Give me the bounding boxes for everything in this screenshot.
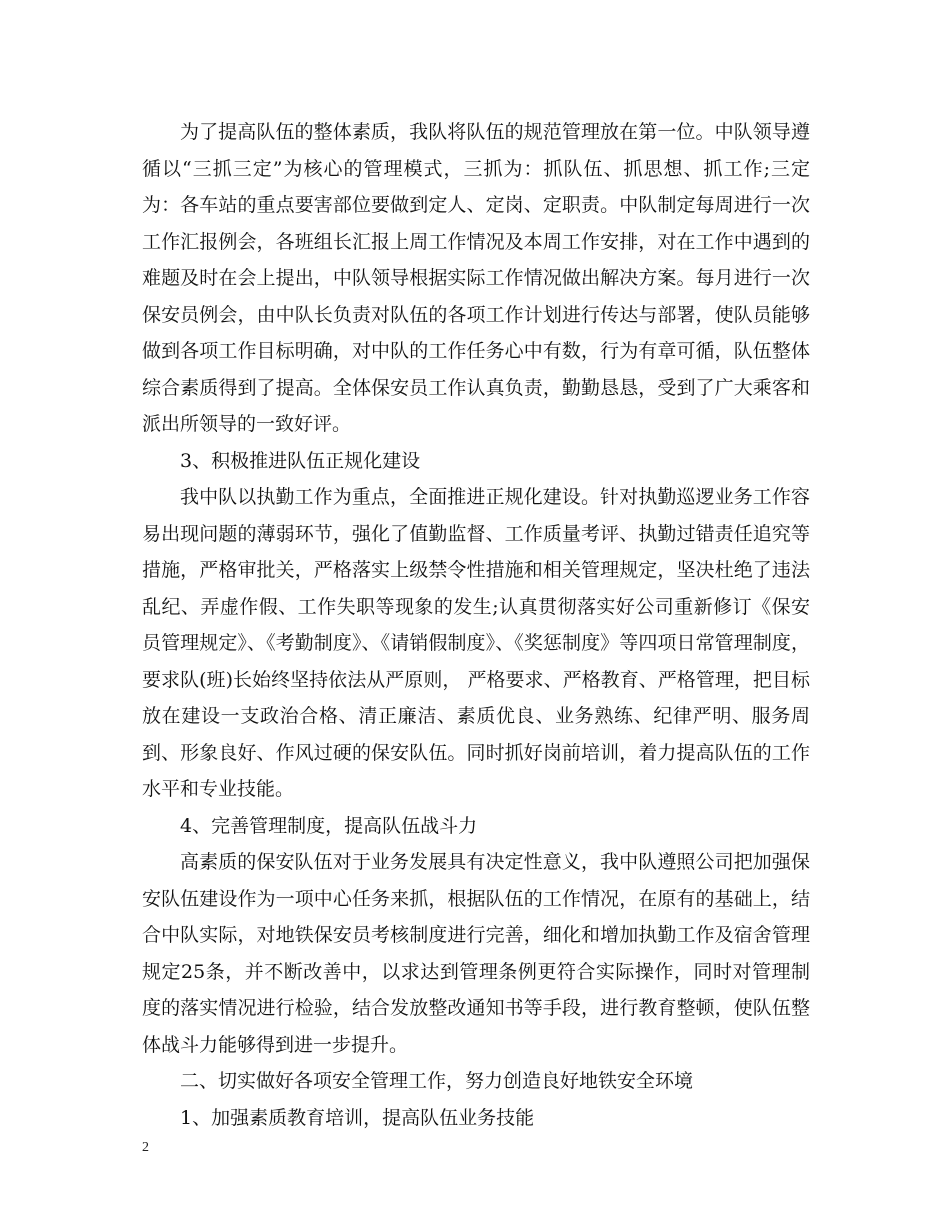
heading-safety-management: 二、切实做好各项安全管理工作，努力创造良好地铁安全环境	[180, 1070, 694, 1092]
paragraph-management-system: 高素质的保安队伍对于业务发展具有决定性意义，我中队遵照公司把加强保安队伍建设作为一项中心任务来抓，根据队伍的工作情况，在原有的基础上，结合中队实际，对地铁保安员考核制度进行完善，细化和增加执勤工作及宿舍管理规定25条，并不断改善中，以求达到管理条例更符合实际操作，同时对管理制度的落实情况进行检验，结合发放整改通知书等手段，进行教育整顿，使队伍整体战斗力能够得到进一步提升。	[142, 851, 810, 1056]
heading-training: 1、加强素质教育培训，提高队伍业务技能	[180, 1106, 535, 1129]
heading-management-system: 4、完善管理制度，提高队伍战斗力	[180, 814, 478, 837]
heading-standardization: 3、积极推进队伍正规化建设	[180, 449, 421, 472]
paragraph-standardization: 我中队以执勤工作为重点，全面推进正规化建设。针对执勤巡逻业务工作容易出现问题的薄弱环节，强化了值勤监督、工作质量考评、执勤过错责任追究等措施，严格审批关，严格落实上级禁令性措施和相关管理规定，坚决杜绝了违法乱纪、弄虚作假、工作失职等现象的发生;认真贯彻落实好公司重新修订《保安员管理规定》、《考勤制度》、《请销假制度》、《奖惩制度》等四项日常管理制度， 要求队(班)长始终坚持依法从严原则， 严格要求、严格教育、严格管理，把目标放在建设一支政治合格、清正廉洁、素质优良、业务熟练、纪律严明、服务周到、形象良好、作风过硬的保安队伍。同时抓好岗前培训，着力提高队伍的工作水平和专业技能。	[142, 486, 810, 800]
page-number: 2	[142, 1140, 149, 1155]
paragraph-team-management: 为了提高队伍的整体素质，我队将队伍的规范管理放在第一位。中队领导遵循以“三抓三定”为核心的管理模式，三抓为：抓队伍、抓思想、抓工作;三定为：各车站的重点要害部位要做到定人、定岗、定职责。中队制定每周进行一次工作汇报例会，各班组长汇报上周工作情况及本周工作安排，对在工作中遇到的难题及时在会上提出，中队领导根据实际工作情况做出解决方案。每月进行一次保安员例会，由中队长负责对队伍的各项工作计划进行传达与部署，使队员能够做到各项工作目标明确，对中队的工作任务心中有数，行为有章可循，队伍整体综合素质得到了提高。全体保安员工作认真负责，勤勤恳恳，受到了广大乘客和派出所领导的一致好评。	[142, 121, 810, 435]
document-body	[142, 114, 810, 1136]
